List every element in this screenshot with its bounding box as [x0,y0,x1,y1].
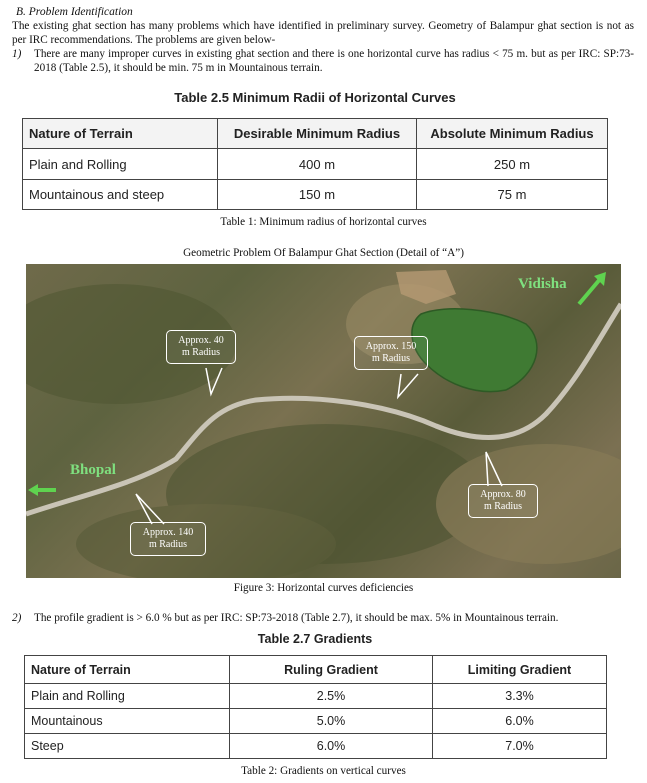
callout-140m-line1: Approx. 140 [142,527,194,538]
table2-cell: 2.5% [230,684,433,709]
label-vidisha: Vidisha [518,276,567,292]
table1-caption: Table 1: Minimum radius of horizontal curves [220,216,427,228]
table2-header: Ruling Gradient [230,656,433,684]
table1-cell: Mountainous and steep [23,180,218,210]
callout-80m [468,484,538,518]
table2-cell: 3.3% [433,684,607,709]
callout-150m [354,336,428,370]
table2-row [25,709,607,734]
table1-cell: 400 m [218,149,417,180]
map-graphic [26,264,621,578]
table1-header: Desirable Minimum Radius [218,119,417,149]
table2-cell: Plain and Rolling [25,684,230,709]
table1-header: Nature of Terrain [23,119,218,149]
table1-row [23,180,608,210]
table2-cell: 7.0% [433,734,607,759]
table2-row [25,734,607,759]
lake [412,309,537,392]
problem-1-number: 1) [12,48,22,60]
problem-2-text: The profile gradient is > 6.0 % but as per IRC: SP:73-2018 (Table 2.7), it should be max. 5% in Mountainous terrain. [34,612,559,624]
table2 [24,655,607,759]
table1 [22,118,608,210]
table1-row [23,149,608,180]
table1-cell: 75 m [417,180,608,210]
figure-title: Geometric Problem Of Balampur Ghat Section (Detail of “A”) [183,247,464,259]
table2-header: Limiting Gradient [433,656,607,684]
table2-cell: 6.0% [433,709,607,734]
problem-1-text: There are many improper curves in existing ghat section and there is one horizontal curve has radius < 75 m. but as per IRC: SP:73-2018 (Table 2.5), it should be min. 75 m in Mountainous terrain. [34,48,634,74]
callout-140m [130,522,206,556]
table2-row [25,684,607,709]
callout-40m-line1: Approx. 40 [178,335,224,346]
intro-paragraph: The existing ghat section has many problems which have identified in preliminary survey. Geometry of Balampur ghat section is not as per IRC recommendations. The problems are given below- [12,20,634,46]
table2-header-row [25,656,607,684]
section-heading: B. Problem Identification [16,6,133,18]
table1-header: Absolute Minimum Radius [417,119,608,149]
callout-150m-line1: Approx. 150 [365,341,417,352]
callout-80m-line2: m Radius [483,501,523,512]
callout-40m-line2: m Radius [181,347,221,358]
label-bhopal: Bhopal [70,462,116,478]
figure-caption: Figure 3: Horizontal curves deficiencies [233,582,414,594]
table1-title: Table 2.5 Minimum Radii of Horizontal Curves [174,90,456,105]
table2-cell: 6.0% [230,734,433,759]
problem-2-number: 2) [12,612,22,624]
table2-title: Table 2.7 Gradients [257,632,373,646]
callout-140m-line2: m Radius [148,539,188,550]
satellite-map [26,264,621,578]
table1-cell: 250 m [417,149,608,180]
arrow-vidisha [579,278,601,304]
table2-cell: Steep [25,734,230,759]
callout-80m-line1: Approx. 80 [480,489,526,500]
problem-1 [12,48,634,75]
table2-caption: Table 2: Gradients on vertical curves [241,765,406,777]
table1-header-row [23,119,608,149]
table1-cell: 150 m [218,180,417,210]
callout-40m [166,330,236,364]
table2-cell: 5.0% [230,709,433,734]
table2-cell: Mountainous [25,709,230,734]
problem-2 [12,612,634,626]
callout-150m-line2: m Radius [371,353,411,364]
table1-cell: Plain and Rolling [23,149,218,180]
table2-header: Nature of Terrain [25,656,230,684]
